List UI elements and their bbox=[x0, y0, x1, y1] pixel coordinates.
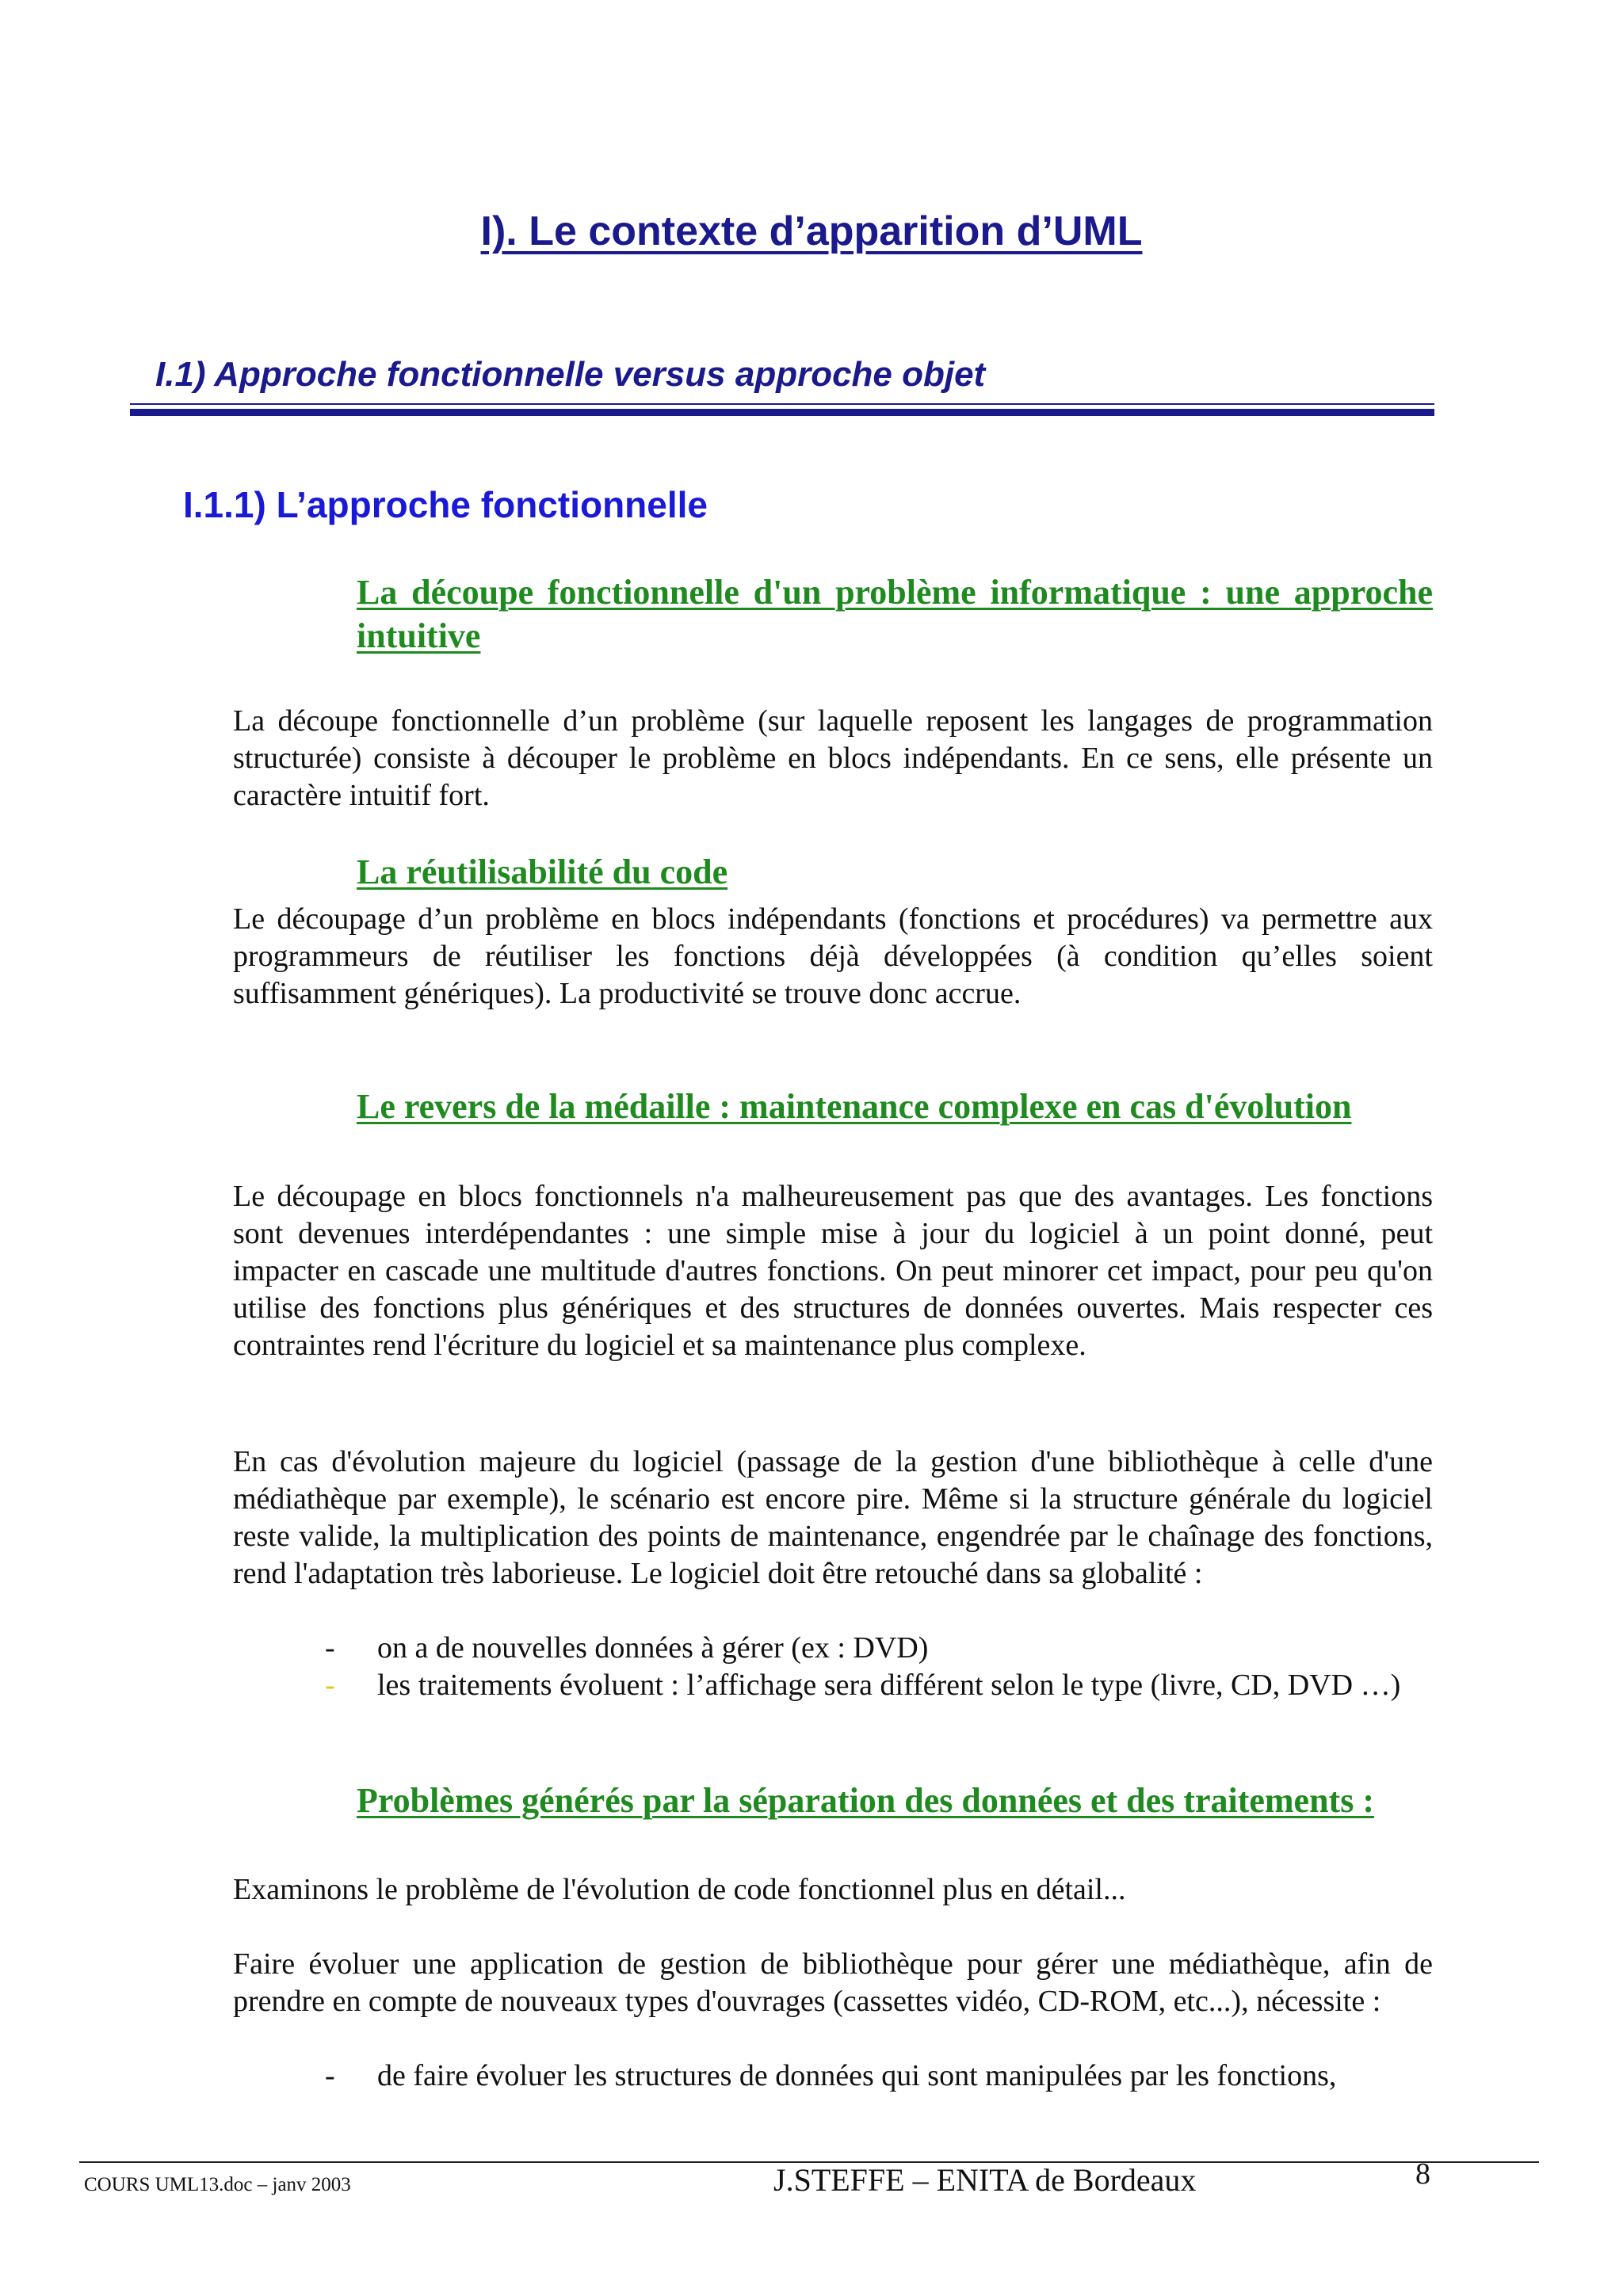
bullet-dash: - bbox=[325, 1631, 335, 1665]
heading-revers-medaille: Le revers de la médaille : maintenance complexe en cas d'évolution bbox=[357, 1087, 1352, 1126]
paragraph-faire-evoluer: Faire évoluer une application de gestion de bibliothèque pour gérer une médiathèque, afin de prendre en compte de nouveaux types d'ouvrages (cassettes vidéo, CD-ROM, etc...), nécessite : bbox=[233, 1947, 1433, 2018]
footer-author: J.STEFFE – ENITA de Bordeaux bbox=[773, 2162, 1197, 2198]
subsection-title: I.1.1) L’approche fonctionnelle bbox=[183, 484, 708, 525]
section-rule-thin bbox=[130, 403, 1434, 405]
bullet-text: les traitements évoluent : l’affichage sera différent selon le type (livre, CD, DVD …) bbox=[377, 1669, 1401, 1702]
paragraph-decoupe: La découpe fonctionnelle d’un problème (sur laquelle reposent les langages de programmation structurée) consiste à découper le problème en blocs indépendants. En ce sens, elle présente un caractère intuitif fort. bbox=[233, 704, 1433, 812]
paragraph-examinons: Examinons le problème de l'évolution de code fonctionnel plus en détail... bbox=[233, 1873, 1126, 1906]
list-item bbox=[325, 1667, 1433, 1704]
paragraph-revers-2: En cas d'évolution majeure du logiciel (passage de la gestion d'une bibliothèque à celle d'une médiathèque par exemple), le scénario est encore pire. Même si la structure générale du logiciel reste valide, la multiplication des points de maintenance, engendrée par le chaînage des fonctions, rend l'adaptation très laborieuse. Le logiciel doit être retouché dans sa globalité : bbox=[233, 1445, 1433, 1590]
page-number: 8 bbox=[1415, 2157, 1430, 2191]
paragraph-reutilisabilite: Le découpage d’un problème en blocs indépendants (fonctions et procédures) va permettre aux programmeurs de réutiliser les fonctions déjà développées (à condition qu’elles soient suffisamment génériques). La productivité se trouve donc accrue. bbox=[233, 902, 1433, 1010]
footer-document-name: COURS UML13.doc – janv 2003 bbox=[84, 2174, 351, 2195]
heading-reutilisabilite: La réutilisabilité du code bbox=[357, 852, 728, 891]
heading-decoupe-fonctionnelle: La découpe fonctionnelle d'un problème informatique : une approche intuitive bbox=[357, 573, 1433, 655]
bullet-text: de faire évoluer les structures de données qui sont manipulées par les fonctions, bbox=[377, 2059, 1337, 2092]
chapter-title: I). Le contexte d’apparition d’UML bbox=[480, 208, 1143, 254]
list-item bbox=[325, 2058, 1433, 2095]
section-rule-thick bbox=[130, 409, 1434, 416]
list-item bbox=[325, 1630, 1433, 1667]
bullet-dash: - bbox=[325, 2059, 335, 2092]
bullet-text: on a de nouvelles données à gérer (ex : DVD) bbox=[377, 1631, 929, 1665]
heading-problemes-separation: Problèmes générés par la séparation des données et des traitements : bbox=[357, 1781, 1374, 1820]
bullet-dash: - bbox=[325, 1669, 335, 1702]
paragraph-revers-1: Le découpage en blocs fonctionnels n'a malheureusement pas que des avantages. Les fonctions sont devenues interdépendantes : une simple mise à jour du logiciel à un point donné, peut impacter en cascade une multitude d'autres fonctions. On peut minorer cet impact, pour peu qu'on utilise des fonctions plus génériques et des structures de données ouvertes. Mais respecter ces contraintes rend l'écriture du logiciel et sa maintenance plus complexe. bbox=[233, 1180, 1433, 1362]
section-title: I.1) Approche fonctionnelle versus approche objet bbox=[155, 355, 986, 394]
